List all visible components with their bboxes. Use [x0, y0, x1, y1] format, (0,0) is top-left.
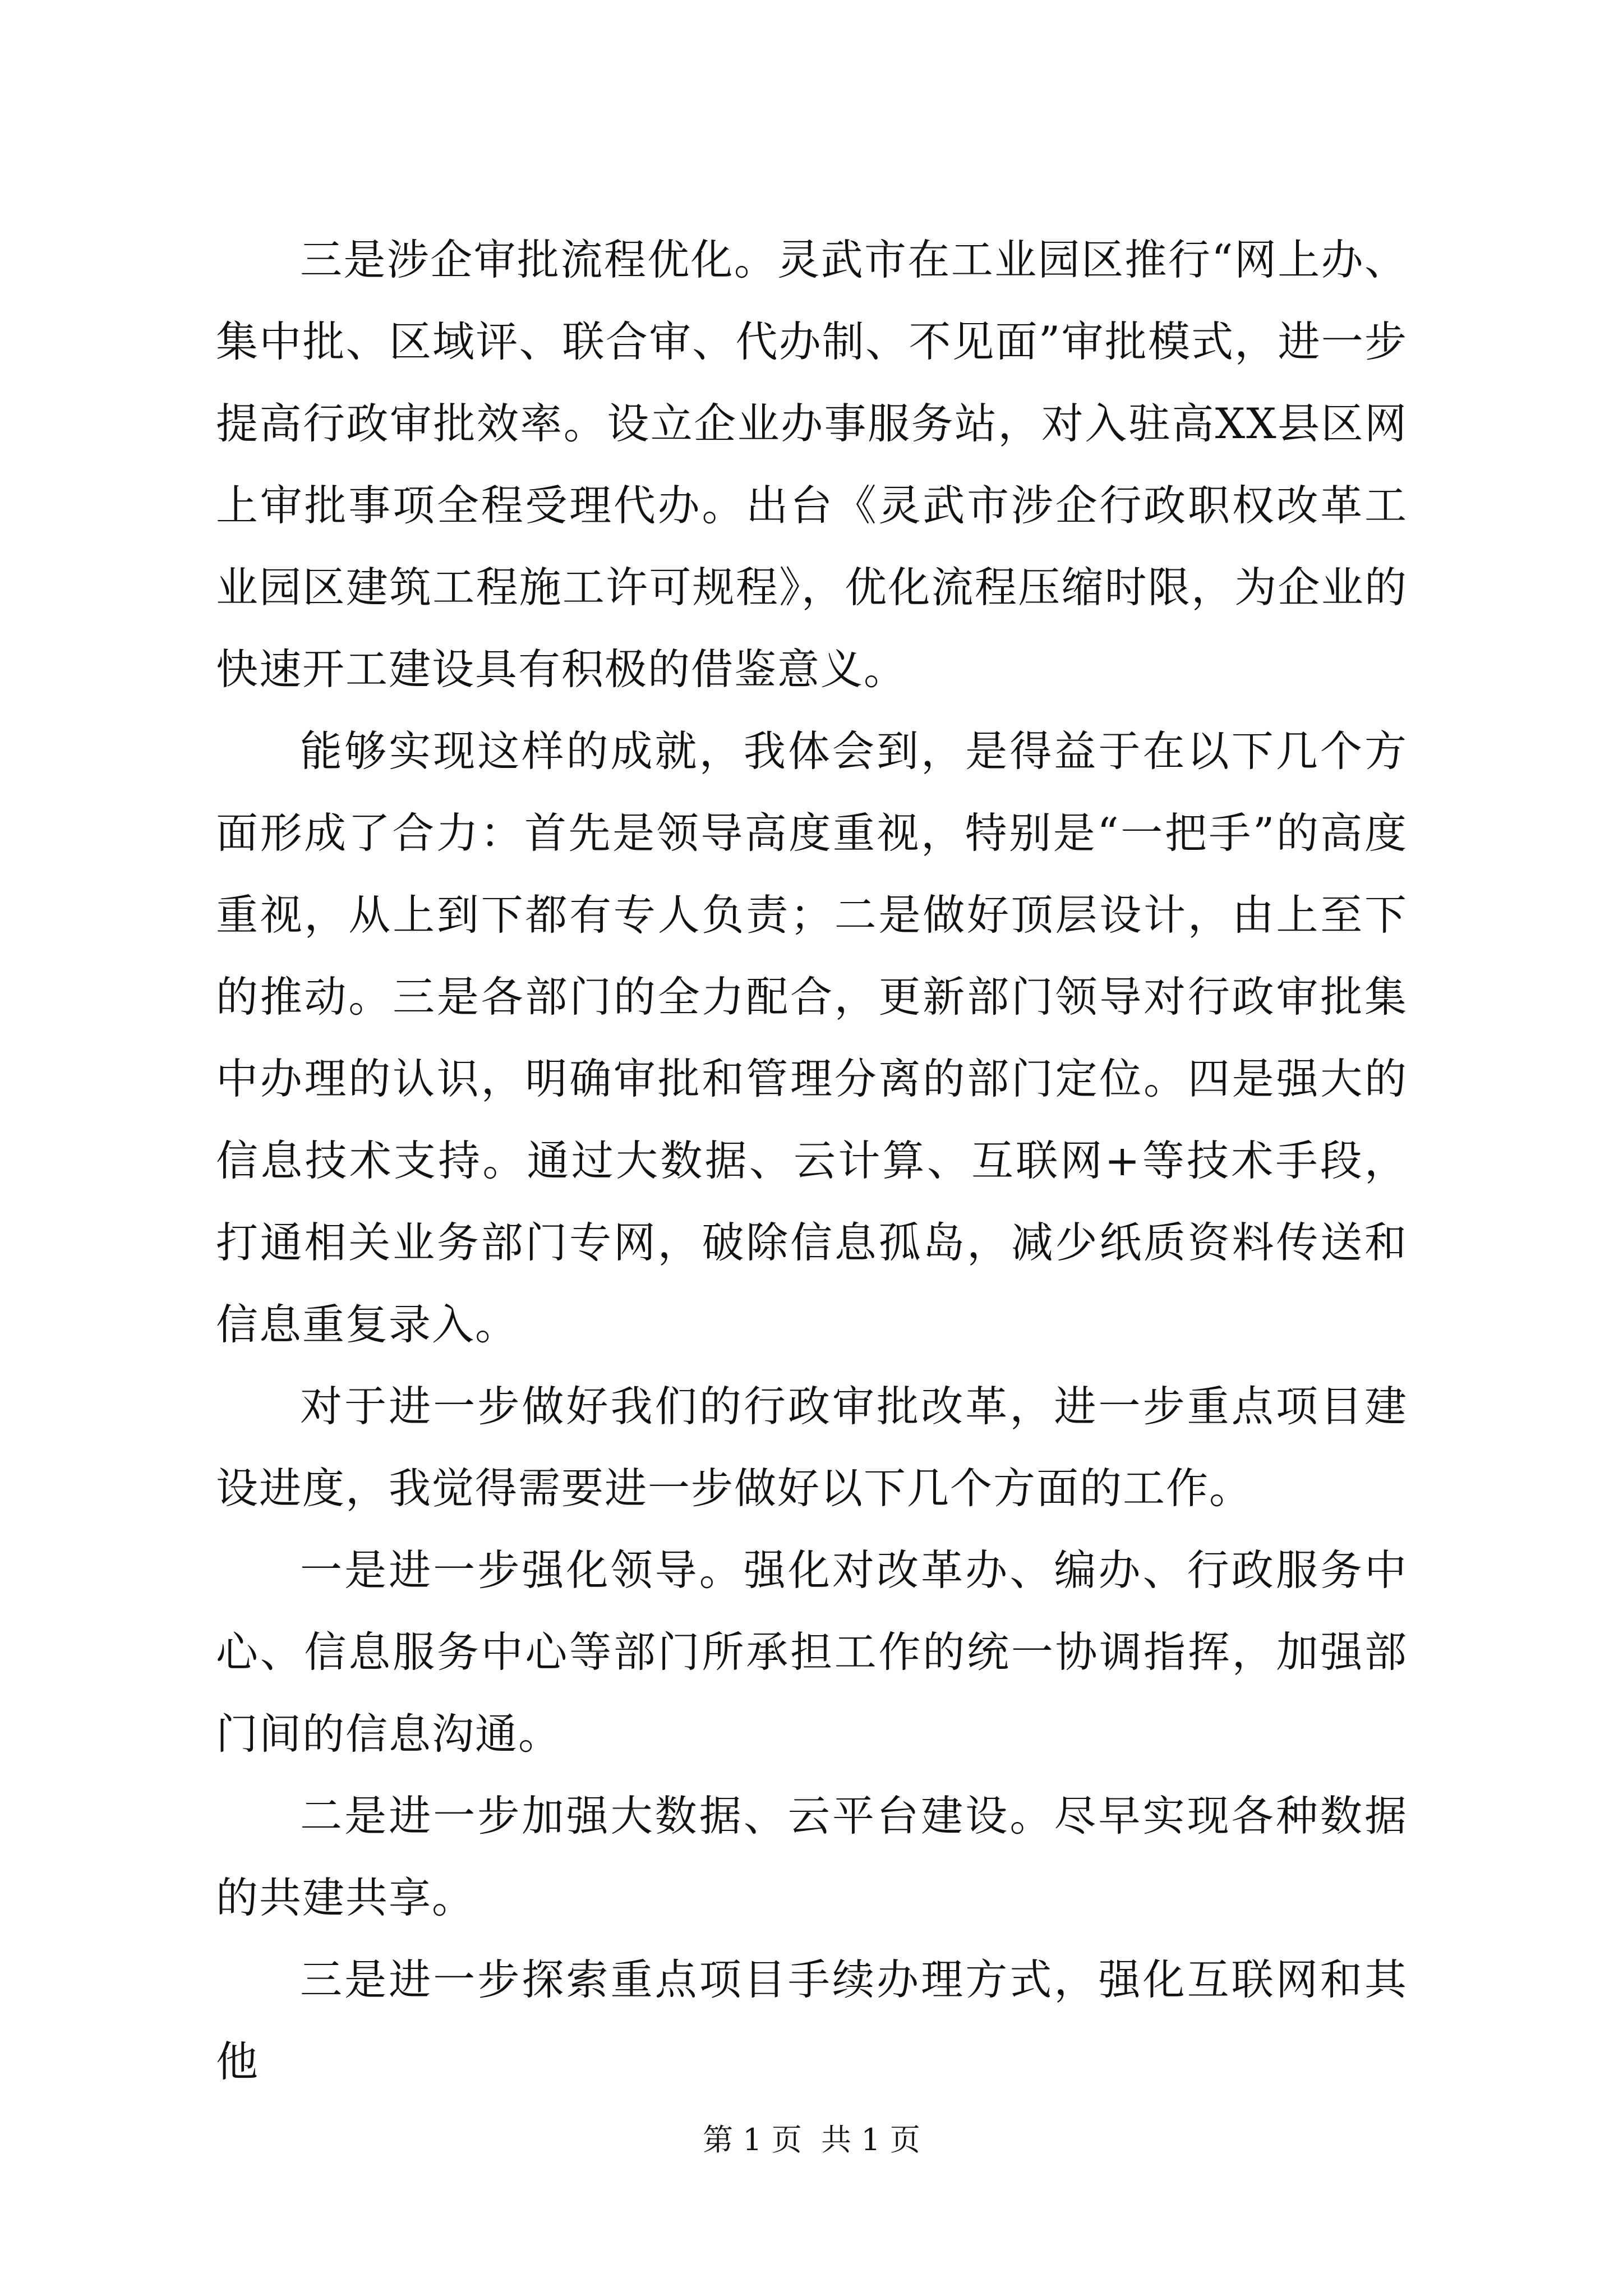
- paragraph-key-projects: 三是进一步探索重点项目手续办理方式，强化互联网和其他: [216, 1955, 1408, 2086]
- page-number: 第 1 页 共 1 页: [703, 2122, 920, 2157]
- paragraph-approval-optimization: 三是涉企审批流程优化。灵武市在工业园区推行“网上办、集中批、区域评、联合审、代办制、不见面”审批模式，进一步提高行政审批效率。设立企业办事服务站，对入驻高XX县区网上审批事项全程受理代办。出台《灵武市涉企行政职权改革工业园区建筑工程施工许可规程》，优化流程压缩时限，为企业的快速开工建设具有积极的借鉴意义。: [216, 235, 1408, 694]
- paragraph-further-work: 对于进一步做好我们的行政审批改革，进一步重点项目建设进度，我觉得需要进一步做好以下几个方面的工作。: [216, 1382, 1408, 1513]
- paragraph-achievements: 能够实现这样的成就，我体会到，是得益于在以下几个方面形成了合力：首先是领导高度重视，特别是“一把手”的高度重视，从上到下都有专人负责；二是做好顶层设计，由上至下的推动。三是各部门的全力配合，更新部门领导对行政审批集中办理的认识，明确审批和管理分离的部门定位。四是强大的信息技术支持。通过大数据、云计算、互联网+等技术手段，打通相关业务部门专网，破除信息孤岛，减少纸质资料传送和信息重复录入。: [216, 726, 1408, 1349]
- page-footer: [0, 2120, 1623, 2160]
- document-body: [216, 219, 1408, 2102]
- paragraph-big-data: 二是进一步加强大数据、云平台建设。尽早实现各种数据的共建共享。: [216, 1791, 1408, 1922]
- paragraph-leadership: 一是进一步强化领导。强化对改革办、编办、行政服务中心、信息服务中心等部门所承担工作的统一协调指挥，加强部门间的信息沟通。: [216, 1545, 1408, 1759]
